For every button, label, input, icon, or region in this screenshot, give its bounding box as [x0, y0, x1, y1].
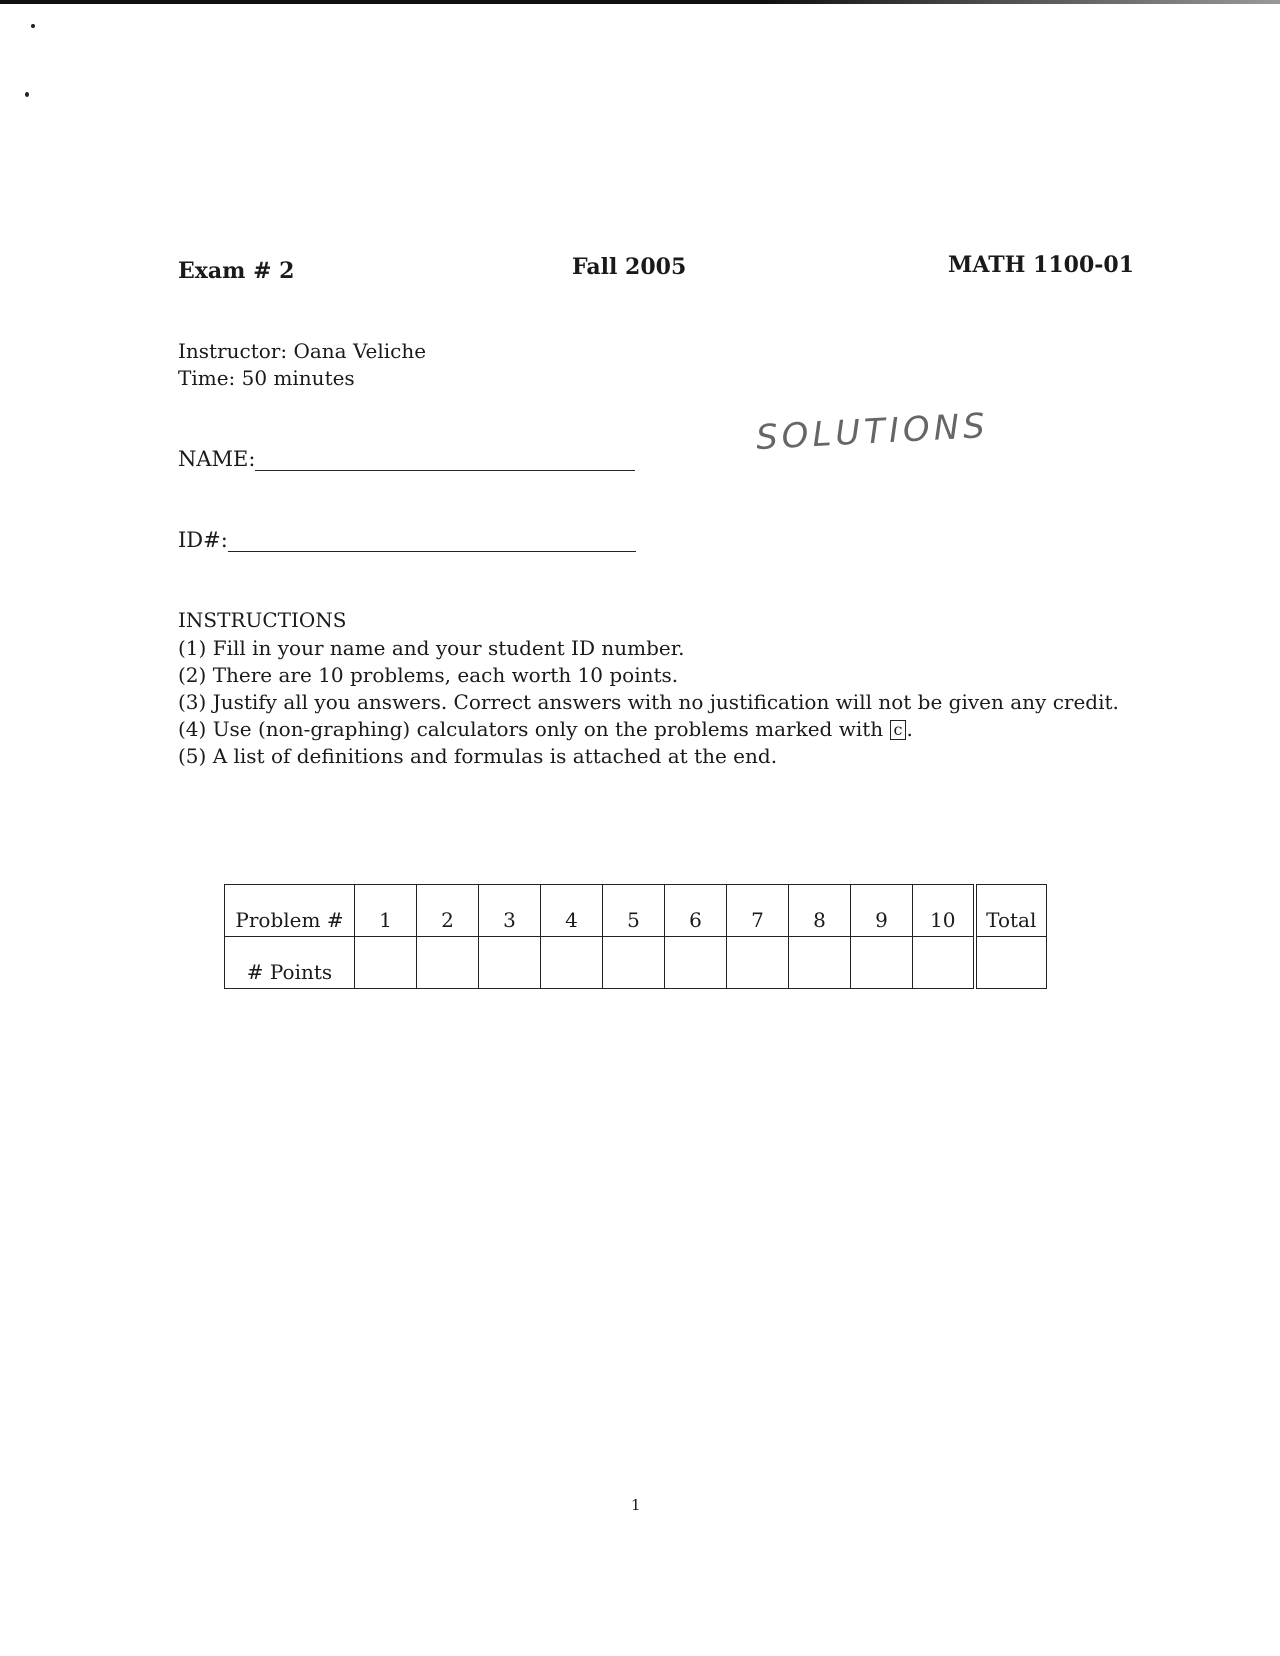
points-cell[interactable] — [603, 937, 665, 989]
problem-number: 6 — [665, 885, 727, 937]
instruction-item: (1) Fill in your name and your student ID number. — [178, 636, 685, 660]
points-cell[interactable] — [479, 937, 541, 989]
points-row — [225, 937, 1047, 989]
problem-number: 4 — [541, 885, 603, 937]
instructions-title: INSTRUCTIONS — [178, 608, 347, 632]
problem-number: 5 — [603, 885, 665, 937]
problem-number: 10 — [913, 885, 975, 937]
instruction-item-text: (4) Use (non-graphing) calculators only on the problems marked with — [178, 717, 884, 741]
instructions-block — [178, 607, 1119, 770]
course-code: MATH 1100-01 — [948, 252, 1135, 278]
instruction-item — [178, 716, 1119, 743]
problem-number: 1 — [355, 885, 417, 937]
exam-term: Fall 2005 — [572, 254, 687, 280]
problem-number: 9 — [851, 885, 913, 937]
instructor-line: Instructor: Oana Veliche — [178, 339, 427, 363]
problem-number: 2 — [417, 885, 479, 937]
points-cell[interactable] — [541, 937, 603, 989]
total-label: Total — [975, 885, 1047, 937]
problem-number: 7 — [727, 885, 789, 937]
total-points-cell[interactable] — [975, 937, 1047, 989]
scan-top-edge — [0, 0, 1280, 4]
points-cell[interactable] — [417, 937, 479, 989]
handwritten-solutions-mark: SOLUTIONS — [755, 405, 990, 459]
name-field[interactable] — [178, 447, 635, 471]
calculator-mark-box: c — [890, 720, 907, 740]
points-cell[interactable] — [665, 937, 727, 989]
problem-number: 3 — [479, 885, 541, 937]
instruction-item-end: . — [906, 717, 913, 741]
problem-row — [225, 885, 1047, 937]
scan-speck — [31, 24, 35, 28]
instruction-item: (2) There are 10 problems, each worth 10 points. — [178, 663, 679, 687]
score-table — [224, 884, 1047, 989]
points-cell[interactable] — [789, 937, 851, 989]
time-line: Time: 50 minutes — [178, 366, 355, 390]
points-cell[interactable] — [913, 937, 975, 989]
instruction-item: (5) A list of definitions and formulas is attached at the end. — [178, 744, 778, 768]
instruction-item: (3) Justify all you answers. Correct answers with no justification will not be given any credit. — [178, 690, 1119, 714]
points-cell[interactable] — [727, 937, 789, 989]
exam-number: Exam # 2 — [178, 258, 295, 284]
name-blank[interactable] — [255, 450, 635, 471]
points-cell[interactable] — [355, 937, 417, 989]
points-cell[interactable] — [851, 937, 913, 989]
page-number: 1 — [631, 1496, 641, 1514]
id-blank[interactable] — [228, 531, 636, 552]
name-label: NAME: — [178, 447, 256, 471]
problem-row-label: Problem # — [225, 885, 355, 937]
id-label: ID#: — [178, 528, 228, 552]
id-field[interactable] — [178, 528, 636, 552]
scan-speck — [25, 92, 29, 97]
points-row-label: # Points — [225, 937, 355, 989]
problem-number: 8 — [789, 885, 851, 937]
